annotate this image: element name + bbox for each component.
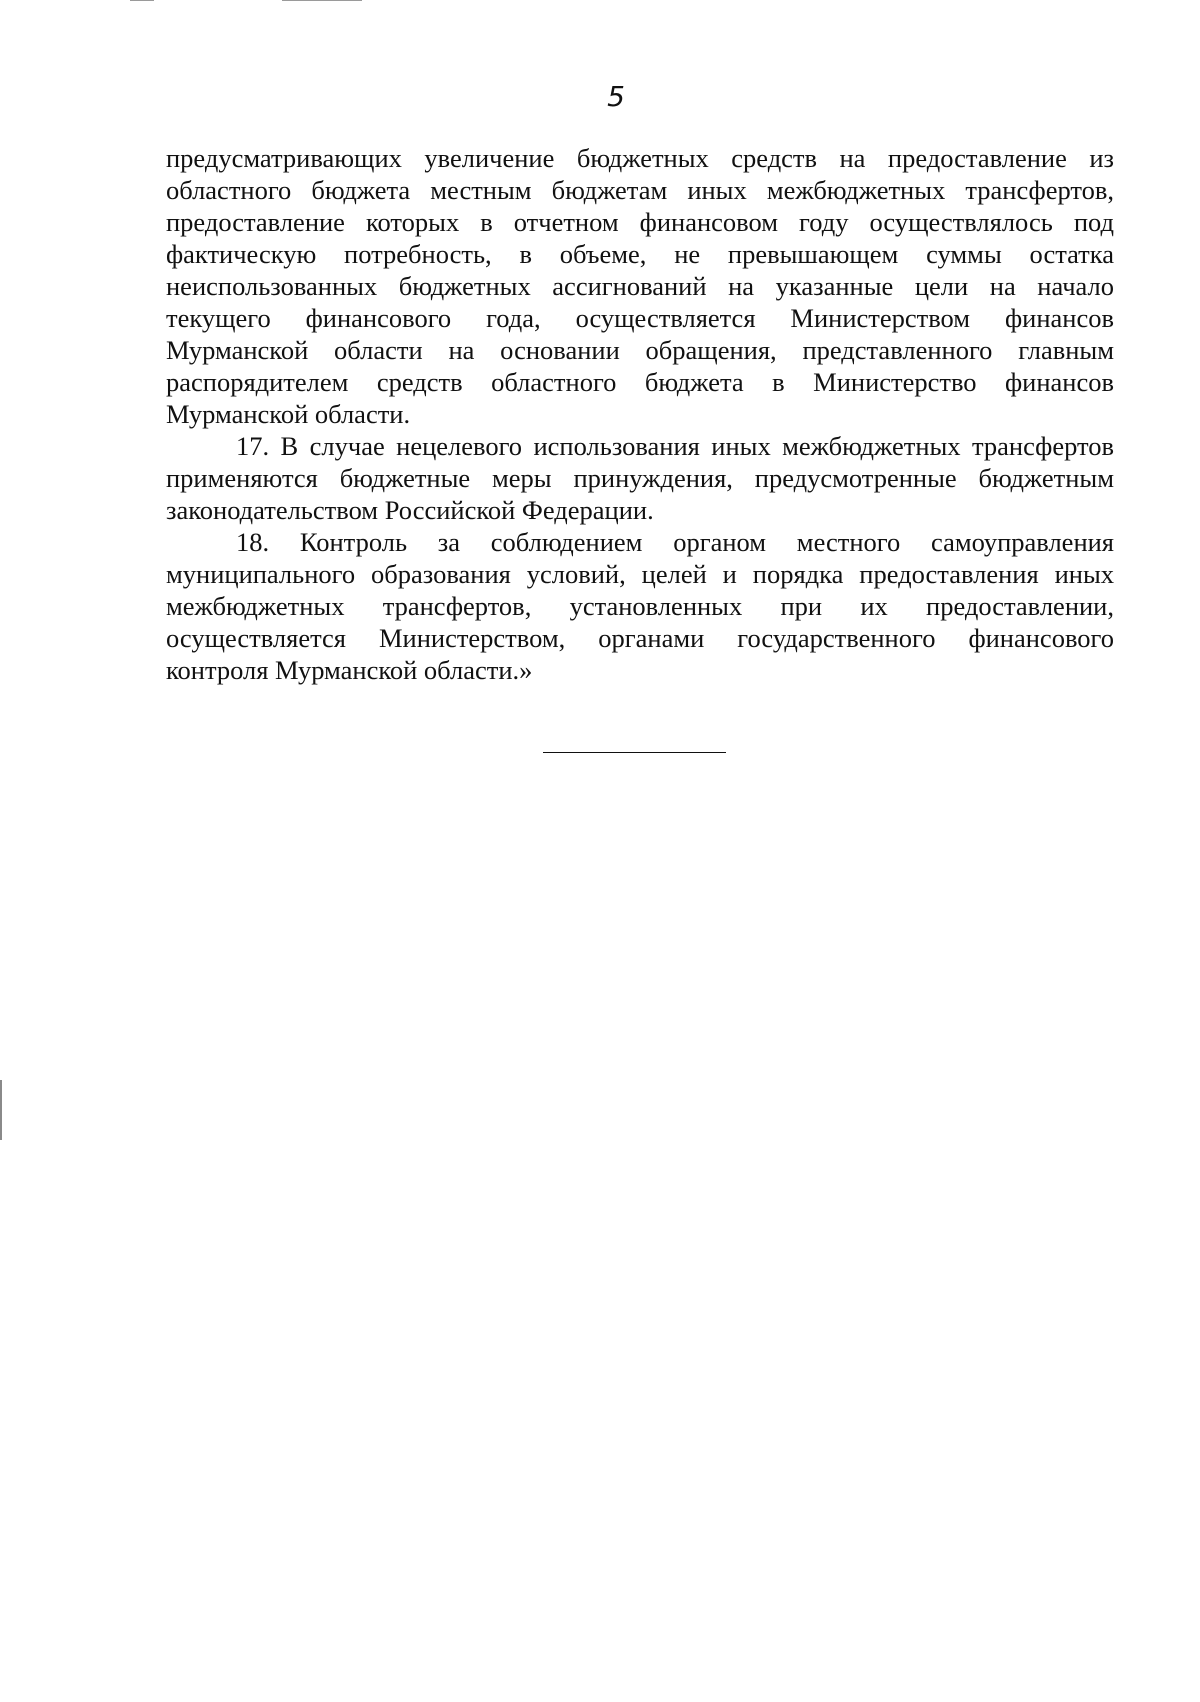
paragraph-item-18: 18. Контроль за соблюдением органом местного самоуправления муниципального образования условий, целей и порядка предоставления иных межбюджетных трансфертов, установленных при их предоставлении, осуществляется Министерством, органами государственного финансового контроля Мурманской области.» bbox=[166, 527, 1114, 685]
scan-edge-mark bbox=[0, 1080, 2, 1140]
scan-edge-mark bbox=[282, 0, 362, 1]
paragraph-item-17: 17. В случае нецелевого использования иных межбюджетных трансфертов применяются бюджетные меры принуждения, предусмотренные бюджетным законодательством Российской Федерации. bbox=[166, 431, 1114, 525]
end-of-text-rule bbox=[543, 752, 726, 753]
scan-edge-mark bbox=[130, 0, 154, 1]
paragraph-continuation: предусматривающих увеличение бюджетных средств на предоставление из областного бюджета местным бюджетам иных межбюджетных трансфертов, предоставление которых в отчетном финансовом году осуществлялось под фактическую потребность, в объеме, не превышающем суммы остатка неиспользованных бюджетных ассигнований на указанные цели на начало текущего финансового года, осуществляется Министерством финансов Мурманской области на основании обращения, представленного главным распорядителем средств областного бюджета в Министерство финансов Мурманской области. bbox=[166, 143, 1114, 429]
page-number: 5 bbox=[607, 80, 625, 113]
document-body bbox=[166, 142, 1114, 686]
